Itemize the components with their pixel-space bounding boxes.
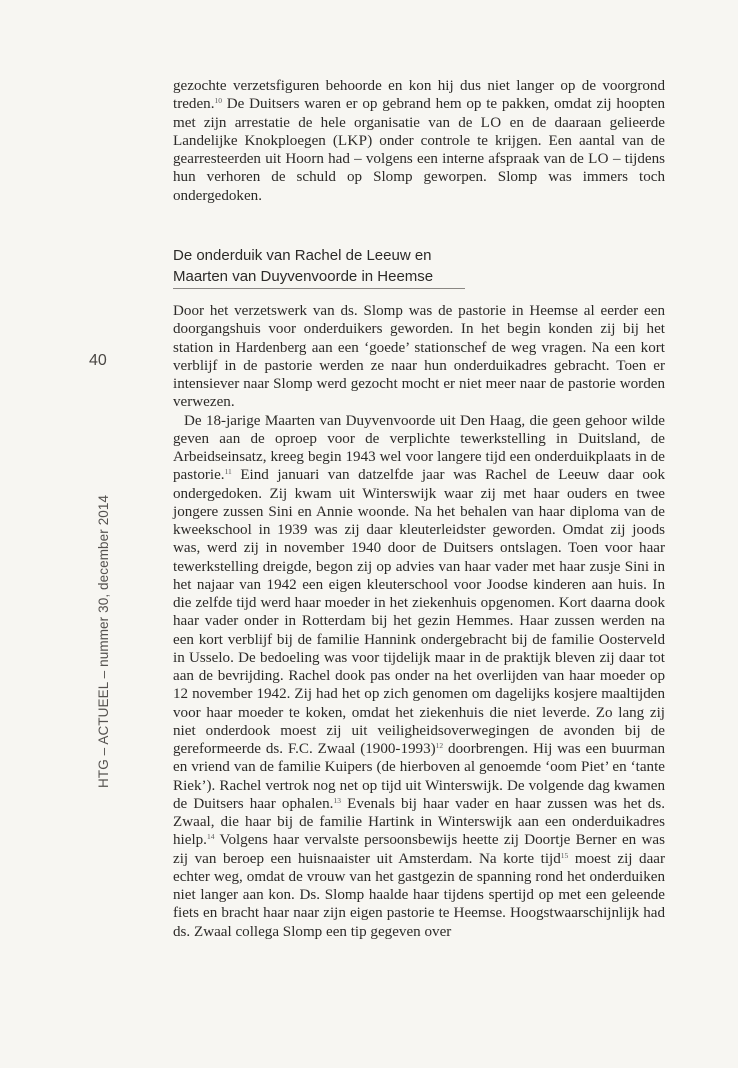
intro-text-5: – tijdens hun verhoren de schuld op Slomp geworpen. Slomp was immers toch ondergedoken. [173,151,666,204]
abbr-lo: LO [588,151,609,167]
footnote-marker-10: 10 [214,96,222,106]
intro-text-2: De Duitsers waren er op gebrand hem op te pakken, omdat zij hoopten met zijn arrestatie de hele organisatie van de [173,96,665,131]
footnote-marker-12: 12 [435,741,444,750]
main-text-3: doorbrengen. Hij was een buurman en vriend van de familie Kuipers (de hierboven al genoemde ‘oom Piet’ en ‘tante Riek’). Rachel vertrok nog net op tijd uit Winterswijk. De volgende dag kwamen de Duitsers haar ophalen. [173,741,665,812]
footnote-marker-15: 15 [560,850,569,860]
page-number: 40 [89,352,107,369]
paragraph-onderduik [173,412,665,941]
section-heading [173,245,473,287]
main-text-5: Volgens haar vervalste persoonsbewijs heette zij Doortje Berner en was zij van beroep een huisnaaister uit Amsterdam. Na korte tijd [173,832,665,867]
intro-text-1: gezochte verzetsfiguren behoorde en kon hij dus niet langer op de voorgrond treden. [173,78,665,113]
footnote-marker-11: 11 [224,467,232,477]
abbr-lkp: LKP [337,132,368,149]
main-text-1: De 18-jarige Maarten van Duyvenvoorde uit Den Haag, die geen gehoor wilde geven aan de oproep voor de verplichte tewerkstelling in Duitsland, de Arbeidseinsatz, kreeg begin 1943 wel voor langere tijd een onderduikplaats in de pastorie. [173,412,665,484]
abbr-lo: LO [480,114,502,131]
intro-text-3: en de daaraan gelieerde Landelijke Knokploegen ( [173,114,665,149]
main-text-2: Eind januari van datzelfde jaar was Rachel de Leeuw daar ook ondergedoken. Zij kwam uit Winterswijk waar zij met haar ouders en twee jongere zussen Sini en Annie woonde. Na het behalen van haar diploma van de kweekschool in 1939 was zij daar kleuterleidster geworden. Omdat zij joods was, werd zij in november 1940 door de Duitsers ontslagen. Toen voor haar tewerkstelling dreigde, begon zij op advies van haar vader met haar zusje Sini in het najaar van 1942 een eigen kleuterschool voor Joodse kinderen aan huis. In die zelfde tijd werd haar moeder in het ziekenhuis opgenomen. Kort daarna dook haar vader onder in Rotterdam bij het gezin Hemmes. Haar zussen werden na een kort verblijf bij de familie Hannink ondergebracht bij de familie Oosterveld in Usselo. De bedoeling was voor tijdelijk maar in de praktijk bleven zij daar tot aan de bevrijding. Rachel dook pas onder na het overlijden van haar moeder op 12 november 1942. Zij had het op zich genomen om dagelijks kosjere maaltijden voor haar moeder te koken, omdat het ziekenhuis die niet leverde. Zo lang zij niet onderdook moest zij uit veiligheidsoverwegingen de avonden bij de gereformeerde ds. F.C. Zwaal (1900-1993) [173,467,665,757]
section-heading-line-1: De onderduik van Rachel de Leeuw en [173,247,432,264]
intro-paragraph-block [173,77,665,205]
paragraph-pastorie: Door het verzetswerk van ds. Slomp was de pastorie in Heemse al eerder een doorgangshuis voor onderduikers geworden. In het begin konden zij bij het station in Hardenberg aan een ‘goede’ stationschef de weg vragen. Na een kort verblijf in de pastorie werden ze naar hun onderduikadres gebracht. Toen er intensiever naar Slomp werd gezocht mocht er niet meer naar de pastorie worden verwezen. [173,303,665,411]
footnote-marker-14: 14 [206,832,215,842]
footnote-marker-13: 13 [333,795,341,805]
running-footer: HTG – ACTUEEL – nummer 30, december 2014 [96,494,111,788]
main-text-block [173,302,665,941]
main-text-6: moest zij daar echter weg, omdat de vrouw van het gastgezin de spanning rond het onderduiken niet langer aan kon. Ds. Slomp haalde haar tijdens spertijd op met een geleende fiets en bracht haar naar zijn eigen pastorie te Heemse. Hoogstwaarschijnlijk had ds. Zwaal collega Slomp een tip gegeven over [173,850,665,940]
intro-text-4: ) onder controle te krijgen. Een aantal van de gearresteerden uit Hoorn had – volgens een interne afspraak van de [173,132,665,167]
section-heading-line-2: Maarten van Duyvenvoorde in Heemse [173,268,434,285]
heading-underline [173,288,465,289]
intro-paragraph [173,77,665,205]
main-text-4: Evenals bij haar vader en haar zussen was het ds. Zwaal, die haar bij de familie Hartink in Winterswijk aan een onderduikadres hielp. [173,795,665,849]
